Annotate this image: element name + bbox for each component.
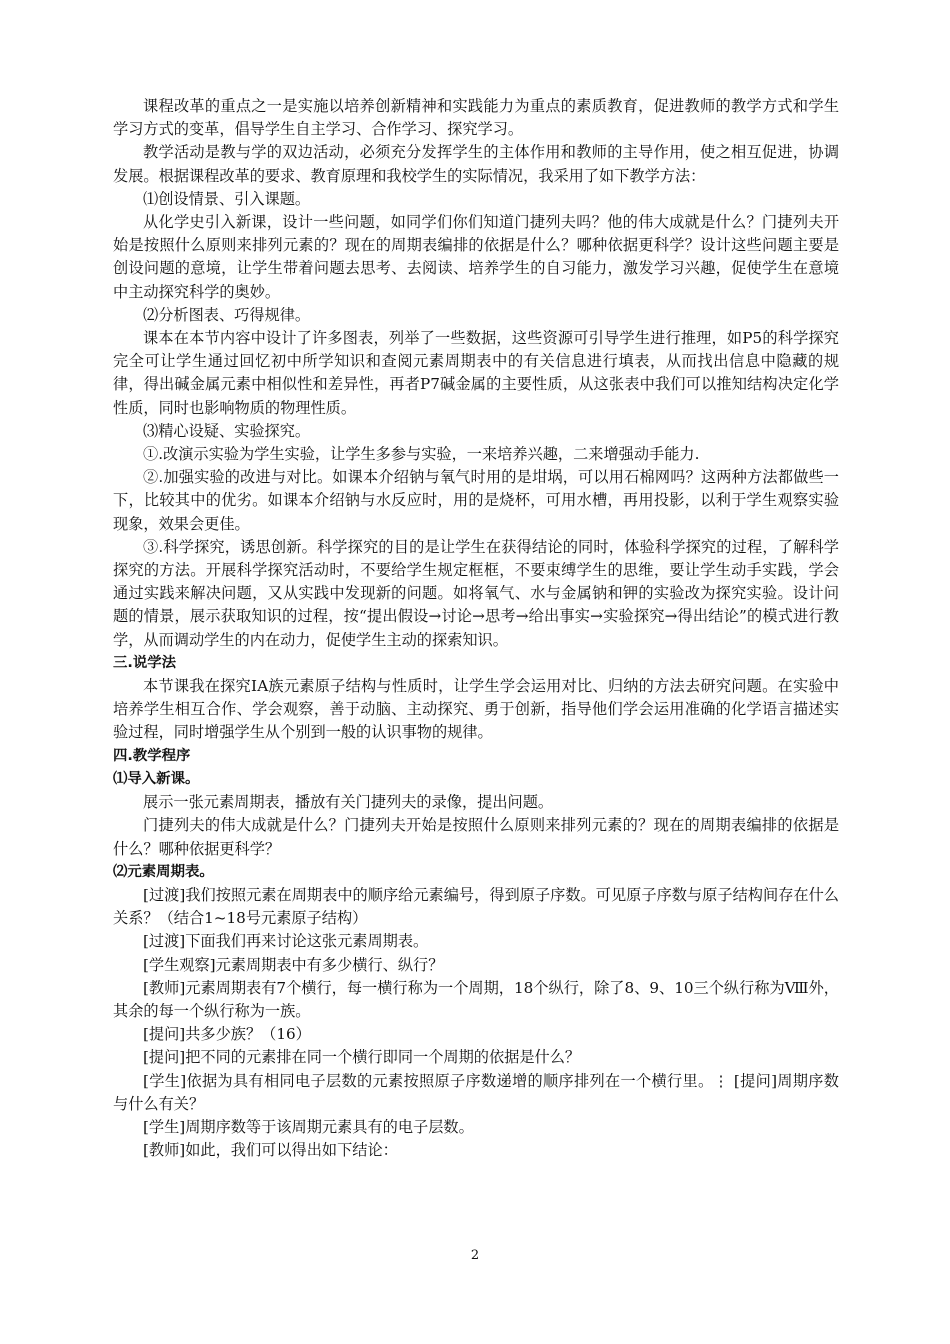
- paragraph: [教师]如此，我们可以得出如下结论：: [143, 1141, 398, 1160]
- paragraph: [提问]共多少族？（16）: [143, 1025, 311, 1044]
- paragraph: ③.科学探究，诱思创新。科学探究的目的是让学生在获得结论的同时，体验科学探究的过程，了解科学探究的方法。开展科学探究活动时，不要给学生规定框框，不要束缚学生的思维，要让学生动手实践，学会通过实践来解决问题，又从实践中发现新的问题。如将氧气、水与金属钠和钾的实验改为探究实验。设计问题的情景，展示获取知识的过程，按“提出假设→讨论→思考→给出事实→实验探究→得出结论”的模式进行教学，从而调动学生的内在动力，促使学生主动的探索知识。: [113, 537, 839, 649]
- paragraph: [过渡]下面我们再来讨论这张元素周期表。: [143, 932, 429, 951]
- section-heading: 三.说学法: [113, 654, 177, 671]
- paragraph: 展示一张元素周期表，播放有关门捷列夫的录像，提出问题。: [143, 793, 554, 812]
- paragraph: [过渡]我们按照元素在周期表中的顺序给元素编号，得到原子序数。可见原子序数与原子结构间存在什么关系？（结合1~18号元素原子结构）: [113, 885, 839, 928]
- paragraph: [学生]依据为具有相同电子层数的元素按照原子序数递增的顺序排列在一个横行里。⋮ [提问]周期序数与什么有关？: [113, 1071, 839, 1113]
- paragraph: ②.加强实验的改进与对比。如课本介绍钠与氧气时用的是坩埚，可以用石棉网吗？这两种方法都做些一下，比较其中的优劣。如课本介绍钠与水反应时，用的是烧杯，可用水槽，再用投影，以利于学生观察实验现象，效果会更佳。: [113, 468, 839, 533]
- paragraph: ⑴创设情景、引入课题。: [143, 189, 311, 208]
- section-heading: 四.教学程序: [113, 747, 191, 764]
- paragraph: ①.改演示实验为学生实验，让学生多参与实验，一来培养兴趣，二来增强动手能力.: [143, 445, 700, 464]
- paragraph: [提问]把不同的元素排在同一个横行即同一个周期的依据是什么？: [143, 1048, 581, 1067]
- paragraph: ⑵分析图表、巧得规律。: [143, 305, 311, 324]
- paragraph: [学生]周期序数等于该周期元素具有的电子层数。: [143, 1117, 474, 1136]
- section-heading: ⑴导入新课。: [113, 770, 200, 787]
- paragraph: 门捷列夫的伟大成就是什么？门捷列夫开始是按照什么原则来排列元素的？现在的周期表编排的依据是什么？哪种依据更科学？: [113, 816, 839, 858]
- paragraph: 从化学史引入新课，设计一些问题，如同学们你们知道门捷列夫吗？他的伟大成就是什么？门捷列夫开始是按照什么原则来排列元素的？现在的周期表编排的依据是什么？哪种依据更科学？设计这些问题主要是创设问题的意境，让学生带着问题去思考、去阅读、培养学生的自习能力，激发学习兴趣，促使学生在意境中主动探究科学的奥妙。: [113, 213, 839, 301]
- page-number: 2: [470, 1248, 480, 1263]
- paragraph: ⑶精心设疑、实验探究。: [143, 421, 311, 440]
- paragraph: 课本在本节内容中设计了许多图表，列举了一些数据，这些资源可引导学生进行推理，如P5的科学探究完全可让学生通过回忆初中所学知识和查阅元素周期表中的有关信息进行填表，从而找出信息中隐藏的规律，得出碱金属元素中相似性和差异性，再者P7碱金属的主要性质，从这张表中我们可以推知结构决定化学性质，同时也影响物质的物理性质。: [113, 329, 839, 417]
- paragraph: [教师]元素周期表有7个横行，每一横行称为一个周期，18个纵行，除了8、9、10三个纵行称为Ⅷ外，其余的每一个纵行称为一族。: [113, 978, 839, 1020]
- document-body: [113, 95, 839, 1162]
- paragraph: 教学活动是教与学的双边活动，必须充分发挥学生的主体作用和教师的主导作用，使之相互促进，协调发展。根据课程改革的要求、教育原理和我校学生的实际情况，我采用了如下教学方法：: [113, 143, 839, 185]
- paragraph: 本节课我在探究ⅠA族元素原子结构与性质时，让学生学会运用对比、归纳的方法去研究问题。在实验中培养学生相互合作、学会观察，善于动脑、主动探究、勇于创新，指导他们学会运用准确的化学语言描述实验过程，同时增强学生从个别到一般的认识事物的规律。: [113, 677, 839, 742]
- paragraph: 课程改革的重点之一是实施以培养创新精神和实践能力为重点的素质教育，促进教师的教学方式和学生学习方式的变革，倡导学生自主学习、合作学习、探究学习。: [113, 97, 839, 139]
- paragraph: [学生观察]元素周期表中有多少横行、纵行？: [143, 955, 444, 974]
- section-heading: ⑵元素周期表。: [113, 863, 214, 880]
